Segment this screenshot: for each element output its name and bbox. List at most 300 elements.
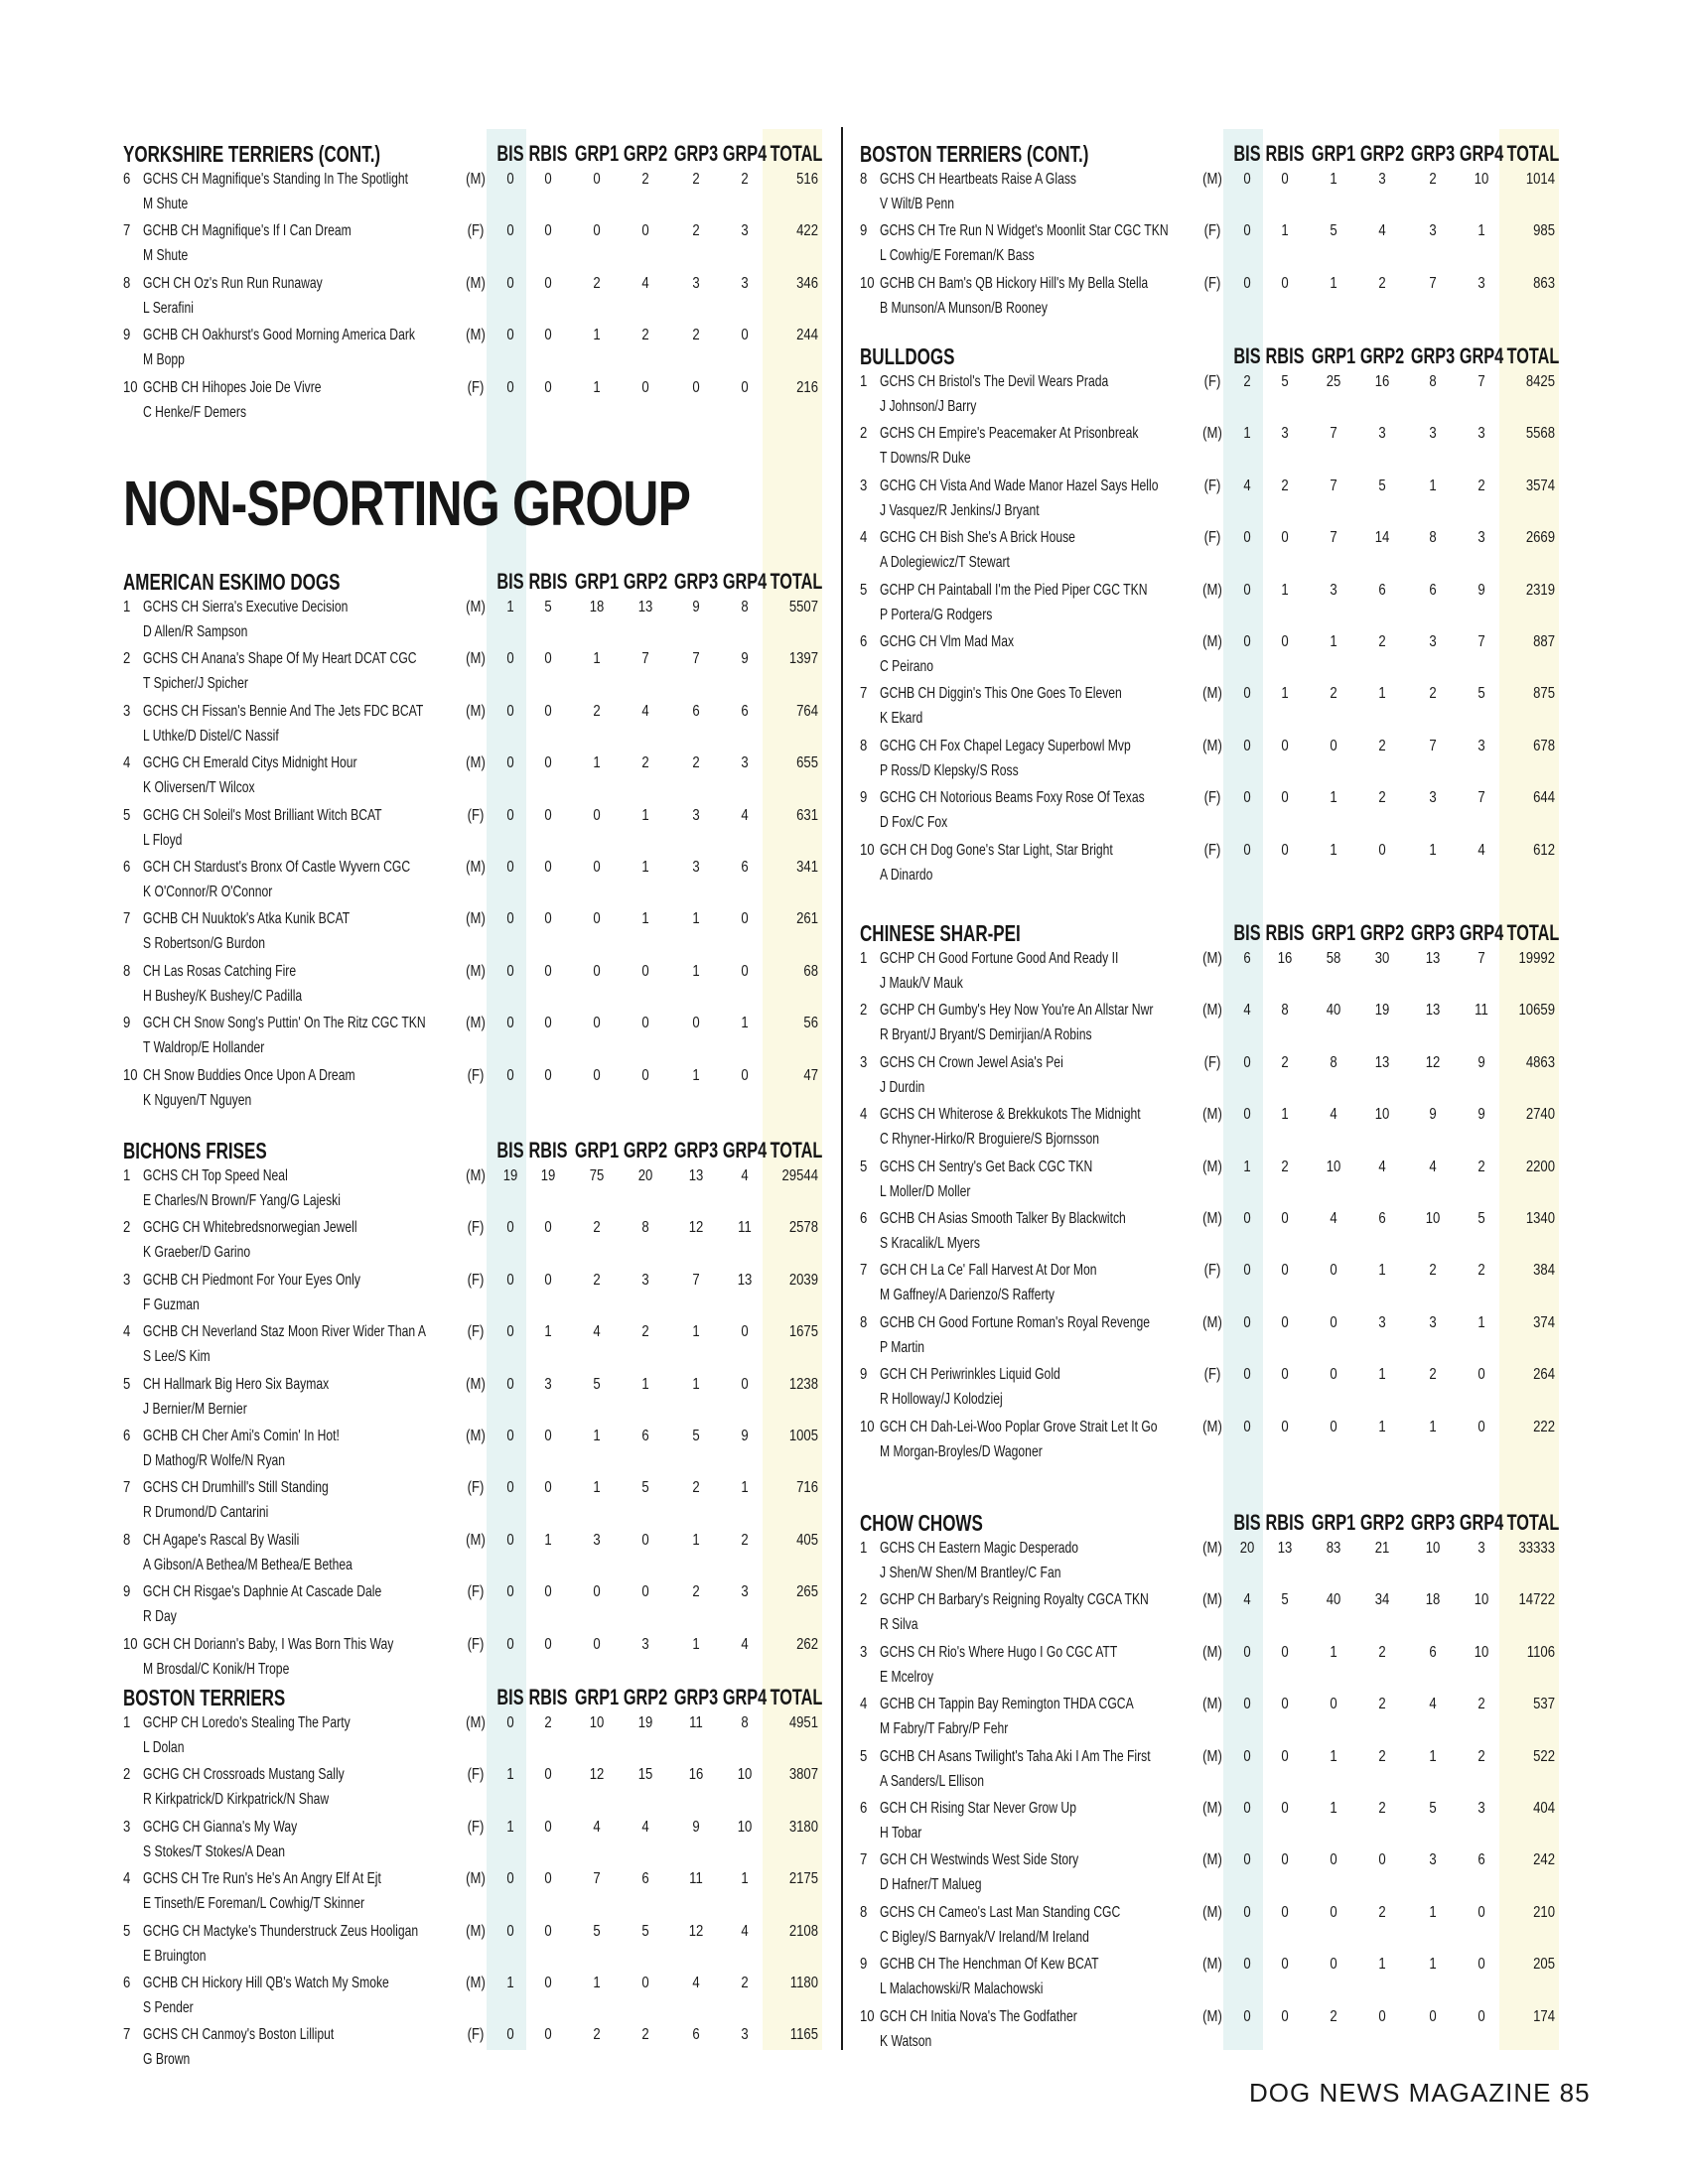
grp1-value: 0 — [593, 222, 601, 240]
rank-number: 10 — [123, 1066, 138, 1084]
bis-value: 0 — [1243, 1053, 1251, 1071]
grp2-value: 2 — [1378, 1800, 1386, 1817]
grp2-value: 2 — [1378, 274, 1386, 292]
grp3-value: 1 — [692, 1066, 700, 1084]
sex: (M) — [1202, 1158, 1222, 1175]
grp1-value: 1 — [1330, 789, 1337, 807]
rank-number: 6 — [860, 633, 868, 650]
rbis-value: 1 — [1281, 685, 1289, 703]
owners: S Robertson/G Burdon — [143, 935, 266, 953]
grp3-value: 7 — [1429, 274, 1437, 292]
column-divider — [841, 127, 843, 2050]
grp3-value: 18 — [1425, 1591, 1441, 1609]
rank-number: 2 — [860, 1002, 868, 1020]
rbis-value: 2 — [1281, 1158, 1289, 1175]
grp2-value: 20 — [637, 1167, 653, 1184]
bis-value: 0 — [1243, 1696, 1251, 1713]
dog-name: CH Las Rosas Catching Fire — [143, 962, 297, 980]
breed-title: CHINESE SHAR-PEI — [860, 920, 1021, 946]
bis-value: 0 — [1243, 1262, 1251, 1280]
owners: S Stokes/T Stokes/A Dean — [143, 1843, 286, 1860]
grp4-value: 4 — [741, 1635, 749, 1653]
rbis-value: 0 — [544, 1818, 552, 1836]
rank-number: 9 — [860, 222, 868, 240]
grp1-value: 0 — [593, 1583, 601, 1601]
ranking-row — [860, 633, 1555, 685]
bis-value: 0 — [1243, 633, 1251, 650]
rbis-value: 0 — [1281, 171, 1289, 188]
ranking-row — [860, 582, 1555, 633]
dog-name: GCHG CH Emerald Citys Midnight Hour — [143, 754, 357, 772]
bis-value: 0 — [506, 1479, 514, 1497]
grp1-value: 2 — [593, 1271, 601, 1289]
total-value: 522 — [1533, 1747, 1555, 1765]
grp2-value: 34 — [1374, 1591, 1390, 1609]
rbis-value: 0 — [544, 1870, 552, 1888]
rbis-value: 0 — [1281, 737, 1289, 754]
rbis-value: 0 — [544, 1583, 552, 1601]
header-total: TOTAL — [1506, 1510, 1560, 1535]
rbis-value: 0 — [544, 1766, 552, 1784]
grp1-value: 1 — [1330, 1643, 1337, 1661]
ranking-row — [123, 1532, 818, 1583]
grp4-value: 10 — [737, 1818, 753, 1836]
rbis-value: 13 — [1277, 1540, 1293, 1557]
owners: B Munson/A Munson/B Rooney — [880, 299, 1048, 317]
grp1-value: 7 — [1330, 529, 1337, 547]
rank-number: 1 — [860, 950, 868, 967]
total-value: 405 — [796, 1531, 818, 1549]
header-grp1: GRP1 — [574, 141, 620, 166]
rbis-value: 0 — [1281, 2007, 1289, 2025]
rank-number: 5 — [123, 1375, 131, 1393]
owners: R Kirkpatrick/D Kirkpatrick/N Shaw — [143, 1791, 330, 1809]
total-value: 262 — [796, 1635, 818, 1653]
grp3-value: 7 — [692, 1271, 700, 1289]
total-value: 764 — [796, 702, 818, 720]
ranking-row — [860, 1366, 1555, 1418]
rbis-value: 0 — [544, 2026, 552, 2044]
ranking-row — [123, 599, 818, 650]
grp3-value: 3 — [1429, 425, 1437, 443]
grp1-value: 2 — [593, 702, 601, 720]
rbis-value: 3 — [1281, 425, 1289, 443]
total-value: 985 — [1533, 222, 1555, 240]
bis-value: 0 — [1243, 737, 1251, 754]
header-grp4: GRP4 — [1459, 1510, 1504, 1535]
ranking-row — [860, 275, 1555, 327]
grp3-value: 6 — [1429, 581, 1437, 599]
total-value: 2578 — [788, 1219, 818, 1237]
grp2-value: 0 — [641, 378, 649, 396]
total-value: 68 — [803, 962, 818, 980]
ranking-row — [123, 1323, 818, 1375]
grp4-value: 4 — [741, 1922, 749, 1940]
ranking-row — [123, 275, 818, 327]
grp2-value: 19 — [1374, 1002, 1390, 1020]
grp3-value: 1 — [1429, 1747, 1437, 1765]
rbis-value: 0 — [1281, 274, 1289, 292]
grp1-value: 1 — [593, 650, 601, 668]
owners: J Shen/W Shen/M Brantley/C Fan — [880, 1565, 1061, 1581]
grp1-value: 1 — [1330, 274, 1337, 292]
rbis-value: 0 — [544, 650, 552, 668]
total-value: 404 — [1533, 1800, 1555, 1817]
grp3-value: 8 — [1429, 529, 1437, 547]
grp4-value: 9 — [741, 1428, 749, 1444]
ranking-row — [123, 171, 818, 222]
sex: (M) — [1202, 581, 1222, 599]
bis-value: 0 — [506, 1635, 514, 1653]
sex: (M) — [1202, 1002, 1222, 1020]
total-value: 516 — [796, 171, 818, 188]
ranking-row — [123, 703, 818, 754]
sex: (M) — [466, 650, 486, 668]
grp2-value: 0 — [1378, 841, 1386, 859]
grp4-value: 0 — [741, 910, 749, 928]
grp2-value: 3 — [1378, 1313, 1386, 1331]
rank-number: 1 — [123, 1714, 131, 1731]
ranking-row — [123, 1015, 818, 1066]
owners: M Shute — [143, 196, 189, 212]
total-value: 4951 — [788, 1714, 818, 1731]
rank-number: 4 — [123, 1870, 131, 1888]
dog-name: GCHS CH Top Speed Neal — [143, 1167, 288, 1184]
owners: J Bernier/M Bernier — [143, 1400, 247, 1418]
grp3-value: 2 — [692, 1479, 700, 1497]
grp1-value: 40 — [1326, 1002, 1341, 1020]
bis-value: 20 — [1239, 1540, 1255, 1557]
grp3-value: 13 — [1425, 1002, 1441, 1020]
grp1-value: 4 — [593, 1818, 601, 1836]
header-grp1: GRP1 — [1311, 141, 1356, 166]
grp4-value: 7 — [1477, 950, 1485, 967]
bis-value: 0 — [1243, 841, 1251, 859]
header-bis: BIS — [1233, 920, 1261, 945]
dog-name: GCHS CH Sentry's Get Back CGC TKN — [880, 1158, 1093, 1175]
grp3-value: 1 — [1429, 477, 1437, 494]
bis-value: 0 — [1243, 1851, 1251, 1869]
dog-name: GCHS CH Cameo's Last Man Standing CGC — [880, 1903, 1121, 1921]
dog-name: GCH CH Westwinds West Side Story — [880, 1851, 1079, 1869]
grp2-value: 6 — [1378, 581, 1386, 599]
grp4-value: 11 — [1475, 1002, 1488, 1020]
grp1-value: 7 — [1330, 425, 1337, 443]
bis-value: 0 — [1243, 1903, 1251, 1921]
rbis-value: 0 — [1281, 1366, 1289, 1384]
grp2-value: 2 — [1378, 1696, 1386, 1713]
grp4-value: 9 — [741, 650, 749, 668]
rbis-value: 2 — [1281, 477, 1289, 494]
bis-value: 0 — [1243, 1747, 1251, 1765]
owners: L Malachowski/R Malachowski — [880, 1980, 1044, 1998]
grp3-value: 1 — [1429, 1418, 1437, 1435]
bis-value: 0 — [506, 1323, 514, 1341]
header-grp2: GRP2 — [1359, 343, 1405, 368]
bis-value: 0 — [506, 962, 514, 980]
sex: (M) — [1202, 1313, 1222, 1331]
bis-value: 0 — [1243, 222, 1251, 240]
grp2-value: 0 — [1378, 1851, 1386, 1869]
ranking-row — [860, 1748, 1555, 1800]
grp1-value: 2 — [593, 2026, 601, 2044]
owners: L Moller/D Moller — [880, 1182, 971, 1200]
bis-value: 0 — [506, 378, 514, 396]
grp4-value: 3 — [1477, 1540, 1485, 1557]
grp2-value: 5 — [641, 1479, 649, 1497]
sex: (F) — [467, 1066, 485, 1084]
rank-number: 8 — [123, 274, 131, 292]
owners: R Holloway/J Kolodziej — [880, 1391, 1003, 1409]
dog-name: GCHS CH Heartbeats Raise A Glass — [880, 171, 1077, 188]
grp1-value: 1 — [593, 754, 601, 772]
bis-value: 0 — [506, 1870, 514, 1888]
bis-value: 0 — [506, 1428, 514, 1444]
sex: (M) — [1202, 2007, 1222, 2025]
rank-number: 6 — [123, 171, 131, 188]
grp1-value: 8 — [1330, 1053, 1337, 1071]
owners: P Portera/G Rodgers — [880, 606, 993, 623]
bis-value: 4 — [1243, 1002, 1251, 1020]
ranking-row — [860, 1106, 1555, 1158]
sex: (F) — [1203, 789, 1221, 807]
grp3-value: 2 — [692, 754, 700, 772]
grp2-value: 13 — [637, 599, 653, 615]
dog-name: GCHG CH Vista And Wade Manor Hazel Says Hello — [880, 477, 1159, 494]
grp1-value: 0 — [593, 859, 601, 876]
total-value: 3807 — [788, 1766, 818, 1784]
ranking-row — [860, 789, 1555, 841]
sex: (M) — [466, 859, 486, 876]
rank-number: 3 — [123, 702, 131, 720]
dog-name: GCHG CH Whitebredsnorwegian Jewell — [143, 1219, 357, 1237]
rbis-value: 0 — [544, 910, 552, 928]
header-grp1: GRP1 — [1311, 343, 1356, 368]
rank-number: 3 — [860, 1643, 868, 1661]
grp4-value: 6 — [741, 859, 749, 876]
grp4-value: 3 — [1477, 737, 1485, 754]
header-grp1: GRP1 — [574, 1138, 620, 1162]
grp2-value: 19 — [637, 1714, 653, 1731]
breed-title: YORKSHIRE TERRIERS (CONT.) — [123, 141, 381, 167]
dog-name: GCHG CH Gianna's My Way — [143, 1818, 298, 1836]
owners: E Mcelroy — [880, 1668, 934, 1686]
grp1-value: 1 — [593, 1479, 601, 1497]
bis-value: 0 — [506, 1271, 514, 1289]
rank-number: 1 — [123, 1167, 131, 1184]
grp4-value: 3 — [741, 754, 749, 772]
header-rbis: RBIS — [1265, 920, 1305, 945]
sex: (M) — [1202, 1956, 1222, 1974]
bis-value: 0 — [506, 1531, 514, 1549]
sex: (M) — [1202, 1747, 1222, 1765]
rbis-value: 0 — [544, 327, 552, 344]
rank-number: 3 — [123, 1818, 131, 1836]
header-total: TOTAL — [770, 1138, 823, 1162]
rank-number: 10 — [123, 378, 138, 396]
grp4-value: 4 — [741, 806, 749, 824]
owners: R Bryant/J Bryant/S Demirjian/A Robins — [880, 1026, 1092, 1044]
header-grp2: GRP2 — [1359, 141, 1405, 166]
header-grp4: GRP4 — [722, 569, 768, 594]
bis-value: 0 — [506, 1219, 514, 1237]
grp3-value: 12 — [688, 1922, 704, 1940]
grp2-value: 1 — [1378, 685, 1386, 703]
ranking-row — [123, 1975, 818, 2026]
owners: T Downs/R Duke — [880, 450, 971, 468]
rbis-value: 1 — [1281, 581, 1289, 599]
rank-number: 7 — [860, 1262, 868, 1280]
owners: F Guzman — [143, 1296, 200, 1313]
grp3-value: 8 — [1429, 373, 1437, 390]
ranking-row — [860, 373, 1555, 425]
grp1-value: 1 — [593, 327, 601, 344]
header-total: TOTAL — [770, 569, 823, 594]
total-value: 2108 — [788, 1922, 818, 1940]
header-grp2: GRP2 — [623, 1138, 668, 1162]
grp2-value: 3 — [641, 1271, 649, 1289]
dog-name: GCH CH Stardust's Bronx Of Castle Wyvern CGC — [143, 859, 411, 876]
dog-name: GCHS CH Magnifique's Standing In The Spotlight — [143, 171, 409, 188]
grp1-value: 1 — [1330, 1747, 1337, 1765]
dog-name: GCH CH Oz's Run Run Runaway — [143, 274, 323, 292]
grp2-value: 1 — [1378, 1366, 1386, 1384]
grp3-value: 2 — [692, 171, 700, 188]
rank-number: 3 — [860, 1053, 868, 1071]
total-value: 644 — [1533, 789, 1555, 807]
grp4-value: 2 — [1477, 1262, 1485, 1280]
sex: (M) — [1202, 1800, 1222, 1817]
grp1-value: 2 — [593, 274, 601, 292]
sex: (M) — [1202, 1106, 1222, 1124]
grp1-value: 2 — [1330, 685, 1337, 703]
dog-name: GCH CH Risgae's Daphnie At Cascade Dale — [143, 1583, 382, 1601]
grp1-value: 0 — [1330, 1418, 1337, 1435]
header-grp3: GRP3 — [1410, 343, 1456, 368]
grp3-value: 4 — [1429, 1158, 1437, 1175]
ranking-row — [123, 1067, 818, 1119]
total-value: 678 — [1533, 737, 1555, 754]
grp4-value: 0 — [1477, 1366, 1485, 1384]
grp2-value: 0 — [641, 1583, 649, 1601]
grp3-value: 6 — [1429, 1643, 1437, 1661]
rank-number: 5 — [860, 1158, 868, 1175]
sex: (M) — [466, 171, 486, 188]
ranking-row — [123, 1819, 818, 1870]
sex: (F) — [1203, 841, 1221, 859]
grp2-value: 1 — [1378, 1262, 1386, 1280]
owners: P Martin — [880, 1338, 925, 1356]
grp3-value: 7 — [1429, 737, 1437, 754]
grp3-value: 11 — [689, 1870, 703, 1888]
grp3-value: 9 — [692, 599, 700, 615]
grp1-value: 0 — [593, 962, 601, 980]
dog-name: GCHB CH Hickory Hill QB's Watch My Smoke — [143, 1975, 389, 1991]
dog-name: GCHG CH Bish She's A Brick House — [880, 529, 1075, 547]
dog-name: GCHP CH Good Fortune Good And Ready II — [880, 950, 1119, 967]
rbis-value: 0 — [1281, 1851, 1289, 1869]
dog-name: GCHB CH Nuuktok's Atka Kunik BCAT — [143, 910, 351, 928]
grp4-value: 1 — [1477, 1313, 1485, 1331]
sex: (M) — [1202, 633, 1222, 650]
dog-name: GCHB CH Oakhurst's Good Morning America Dark — [143, 327, 415, 344]
grp4-value: 7 — [1477, 633, 1485, 650]
sex: (M) — [1202, 1540, 1222, 1557]
sex: (M) — [466, 1531, 486, 1549]
ranking-row — [860, 1696, 1555, 1747]
grp4-value: 4 — [741, 1167, 749, 1184]
rbis-value: 0 — [1281, 1800, 1289, 1817]
sex: (F) — [467, 1323, 485, 1341]
grp3-value: 3 — [692, 859, 700, 876]
ranking-row — [860, 1054, 1555, 1106]
sex: (F) — [467, 378, 485, 396]
total-value: 716 — [796, 1479, 818, 1497]
ranking-row — [123, 1428, 818, 1479]
ranking-row — [860, 1002, 1555, 1053]
bis-value: 0 — [506, 859, 514, 876]
rank-number: 7 — [860, 685, 868, 703]
rbis-value: 0 — [544, 378, 552, 396]
bis-value: 1 — [506, 1975, 514, 1991]
sex: (M) — [1202, 171, 1222, 188]
grp3-value: 2 — [1429, 171, 1437, 188]
header-grp2: GRP2 — [1359, 1510, 1405, 1535]
ranking-row — [123, 1479, 818, 1531]
grp2-value: 0 — [641, 1066, 649, 1084]
rank-number: 7 — [123, 222, 131, 240]
header-grp4: GRP4 — [722, 1685, 768, 1709]
sex: (M) — [466, 599, 486, 615]
grp3-value: 6 — [692, 702, 700, 720]
grp4-value: 10 — [1474, 1591, 1489, 1609]
total-value: 205 — [1533, 1956, 1555, 1974]
dog-name: GCHB CH The Henchman Of Kew BCAT — [880, 1956, 1099, 1974]
grp1-value: 1 — [593, 1428, 601, 1444]
header-grp2: GRP2 — [623, 569, 668, 594]
sex: (M) — [466, 962, 486, 980]
rank-number: 7 — [123, 2026, 131, 2044]
sex: (M) — [1202, 1643, 1222, 1661]
sex: (M) — [1202, 685, 1222, 703]
bis-value: 0 — [506, 910, 514, 928]
total-value: 8425 — [1525, 373, 1555, 390]
rank-number: 8 — [860, 171, 868, 188]
header-rbis: RBIS — [1265, 343, 1305, 368]
grp2-value: 4 — [641, 702, 649, 720]
total-value: 47 — [803, 1066, 818, 1084]
grp1-value: 0 — [593, 910, 601, 928]
rbis-value: 16 — [1277, 950, 1293, 967]
total-value: 1005 — [788, 1428, 818, 1444]
ranking-row — [123, 1219, 818, 1271]
owners: C Rhyner-Hirko/R Broguiere/S Bjornsson — [880, 1131, 1099, 1149]
owners: A Dolegiewicz/T Stewart — [880, 554, 1010, 572]
rank-number: 9 — [860, 1366, 868, 1384]
total-value: 244 — [796, 327, 818, 344]
grp1-value: 0 — [593, 806, 601, 824]
grp1-value: 5 — [593, 1375, 601, 1393]
grp4-value: 5 — [1477, 685, 1485, 703]
grp3-value: 0 — [692, 1015, 700, 1032]
total-value: 631 — [796, 806, 818, 824]
rbis-value: 0 — [544, 1066, 552, 1084]
rank-number: 5 — [123, 806, 131, 824]
rbis-value: 2 — [1281, 1053, 1289, 1071]
dog-name: GCHG CH Notorious Beams Foxy Rose Of Texas — [880, 789, 1145, 807]
dog-name: GCHB CH Bam's QB Hickory Hill's My Bella Stella — [880, 274, 1149, 292]
ranking-row — [123, 650, 818, 702]
